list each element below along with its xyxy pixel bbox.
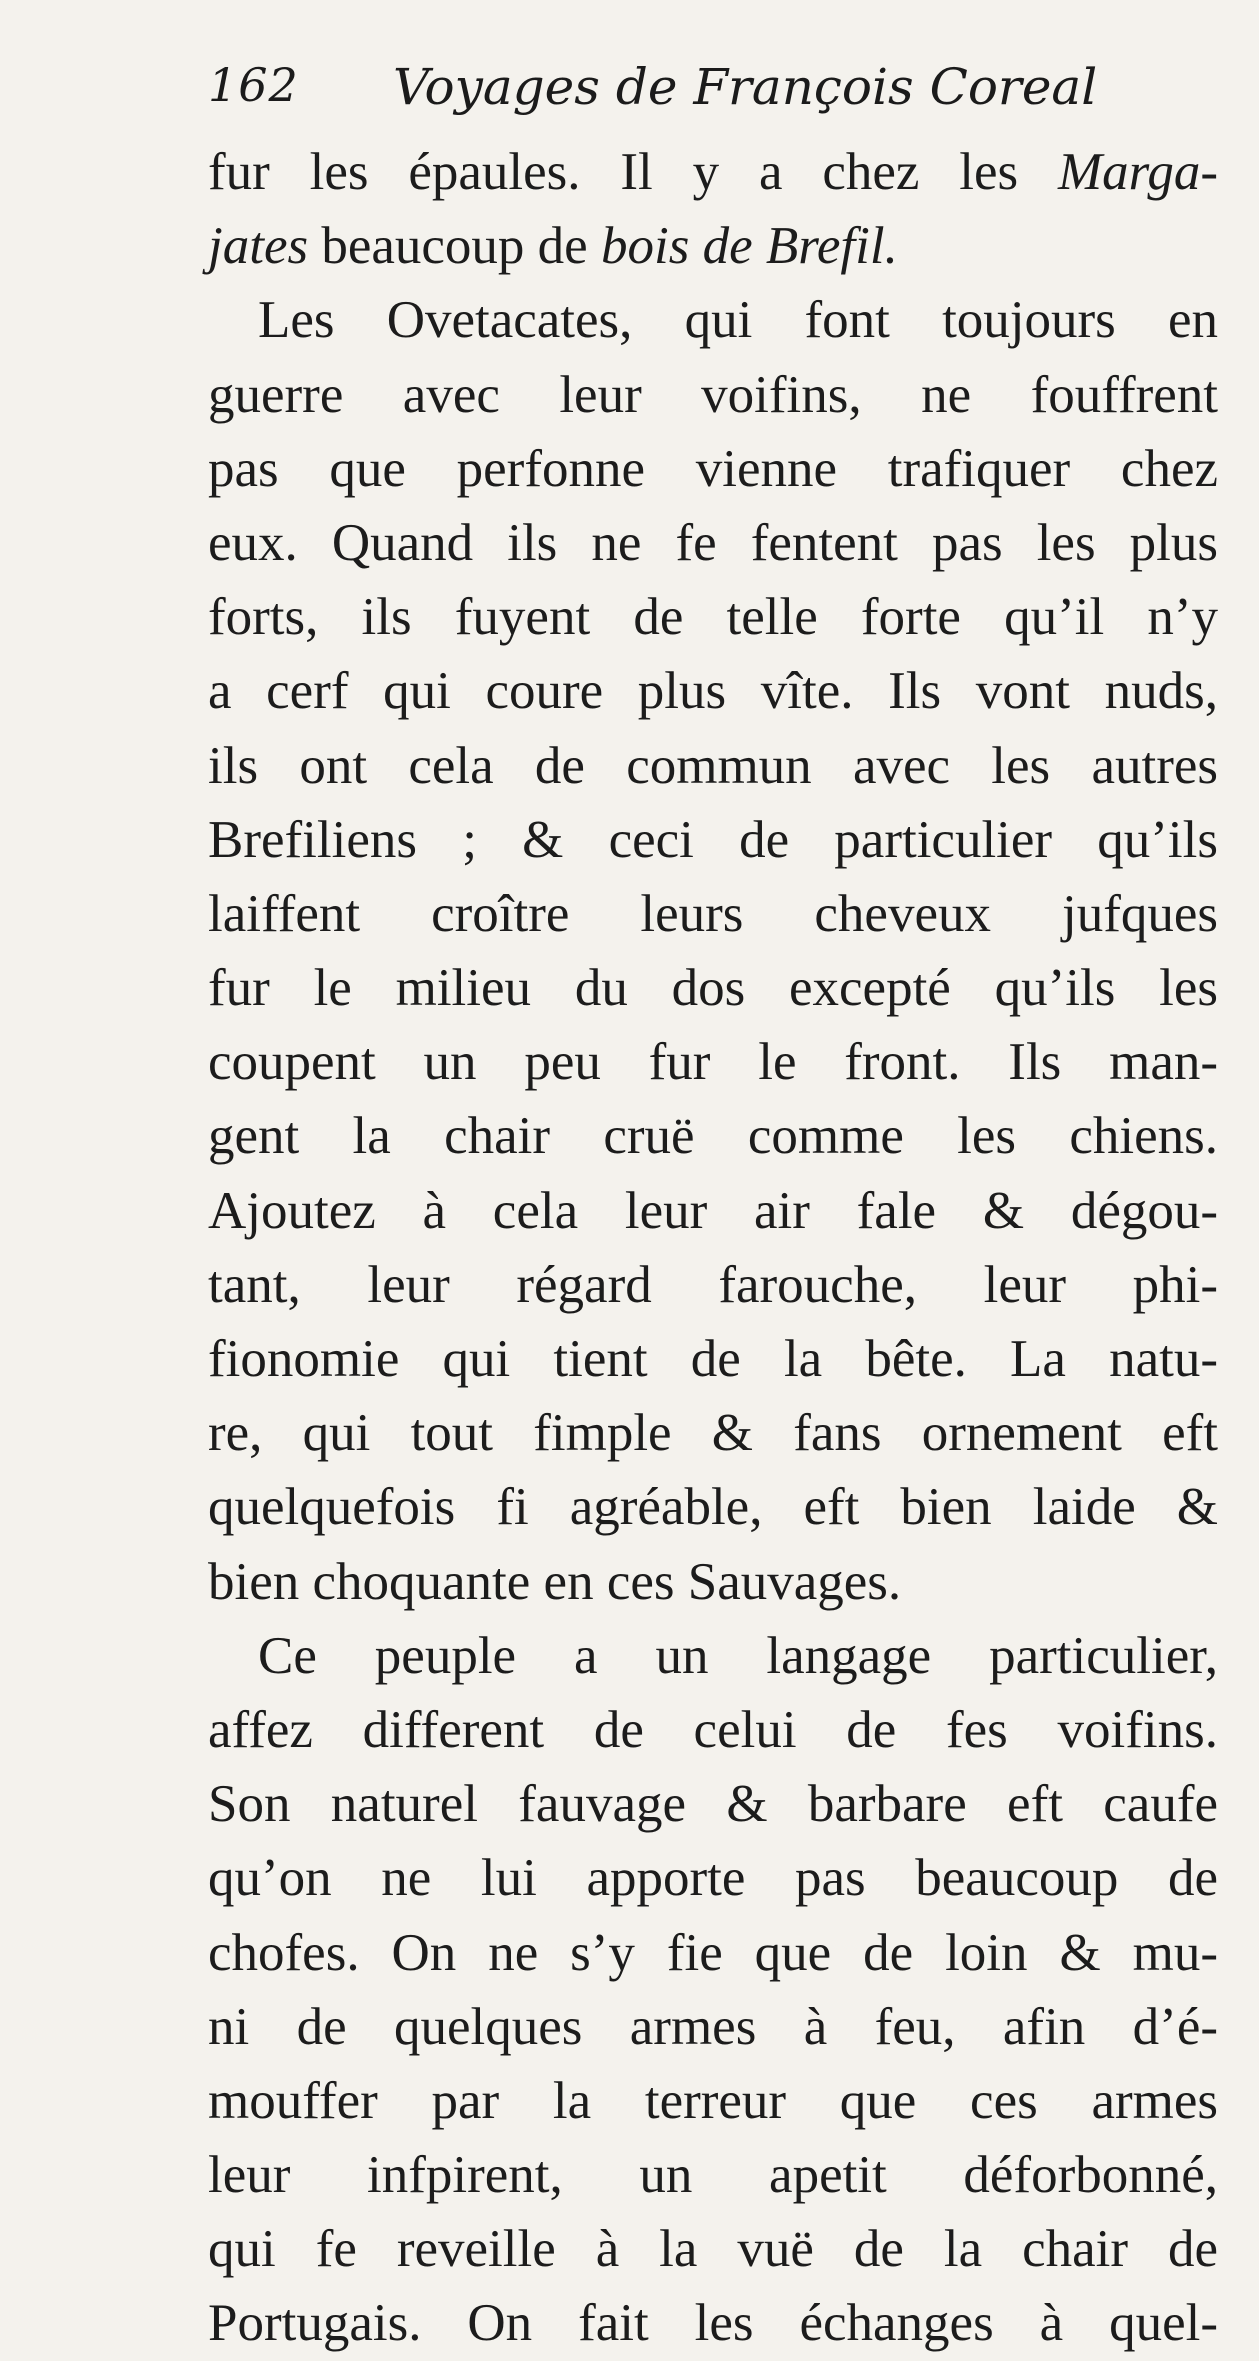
text-line [208,803,1218,877]
line-text: guerre avec leur voifins, ne fouffrent [208,365,1218,424]
text-line [208,1767,1218,1841]
text-line [208,2212,1218,2286]
text-line [208,580,1218,654]
line-text: Portugais. On fait les échanges à quel- [208,2294,1218,2353]
text-line [208,951,1218,1025]
text-line [208,2286,1218,2360]
text-line [208,432,1218,506]
text-line [208,1174,1218,1248]
text-line [208,283,1218,357]
text-line [208,1990,1218,2064]
line-text: beaucoup de [308,217,601,276]
text-line [208,2138,1218,2212]
text-line [208,654,1218,728]
running-title: Voyages de François Coreal [393,58,1098,116]
line-text: Ce peuple a un langage particulier, [258,1626,1218,1685]
text-line [208,1545,1218,1619]
text-line [208,1248,1218,1322]
text-line [208,1693,1218,1767]
line-text: quelquefois fi agréable, eft bien laide & [208,1478,1218,1537]
line-text: ni de quelques armes à feu, afin d’é- [208,1997,1218,2056]
line-text: pas que perfonne vienne trafiquer chez [208,439,1218,498]
line-text: gent la chair cruë comme les chiens. [208,1107,1218,1166]
text-line [208,729,1218,803]
line-text: laiffent croître leurs cheveux jufques [208,884,1218,943]
line-text: qui fe reveille à la vuë de la chair de [208,2220,1218,2279]
text-line [208,1470,1218,1544]
line-text: Les Ovetacates, qui font toujours en [258,291,1218,350]
line-text: re, qui tout fimple & fans ornement eft [208,1404,1218,1463]
line-text: affez different de celui de fes voifins. [208,1700,1218,1759]
text-line [208,2064,1218,2138]
italic-word: Marga- [1058,143,1218,201]
line-text: Son naturel fauvage & barbare eft caufe [208,1775,1218,1834]
text-line [208,1025,1218,1099]
line-text: a cerf qui coure plus vîte. Ils vont nuds, [208,662,1218,721]
text-line [208,506,1218,580]
line-text: tant, leur régard farouche, leur phi- [208,1255,1218,1314]
line-text: fur les épaules. Il y a chez les [208,143,1059,201]
line-text: ils ont cela de commun avec les autres [208,736,1218,795]
line-text: qu’on ne lui apporte pas beaucoup de [208,1849,1218,1908]
line-text: fur le milieu du dos excepté qu’ils les [208,959,1218,1018]
text-line [208,1841,1218,1915]
text-line [208,877,1218,951]
body-text [208,135,1218,2361]
line-text: leur infpirent, un apetit déforbonné, [208,2146,1218,2205]
italic-word: jates [208,217,309,276]
italic-phrase: bois de Brefil. [600,217,898,276]
line-text: chofes. On ne s’y fie que de loin & mu- [208,1923,1218,1982]
line-text: eux. Quand ils ne fe fentent pas les plus [208,513,1218,572]
line-text: coupent un peu fur le front. Ils man- [208,1033,1218,1092]
line-text: bien choquante en ces Sauvages. [208,1552,902,1611]
page-number: 162 [208,58,299,112]
text-line [208,209,1218,283]
line-text: fionomie qui tient de la bête. La natu- [208,1330,1218,1388]
line-text: forts, ils fuyent de telle forte qu’il n’y [208,588,1218,647]
text-line [208,358,1218,432]
text-line [208,1916,1218,1990]
text-line [208,1396,1218,1470]
text-line [208,1099,1218,1173]
text-line [208,1322,1218,1396]
line-text: mouffer par la terreur que ces armes [208,2071,1218,2130]
text-line [208,135,1218,209]
line-text: Brefiliens ; & ceci de particulier qu’ils [208,810,1218,869]
page-header [208,58,1168,138]
text-line [208,1619,1218,1693]
line-text: Ajoutez à cela leur air fale & dégou- [208,1181,1218,1240]
